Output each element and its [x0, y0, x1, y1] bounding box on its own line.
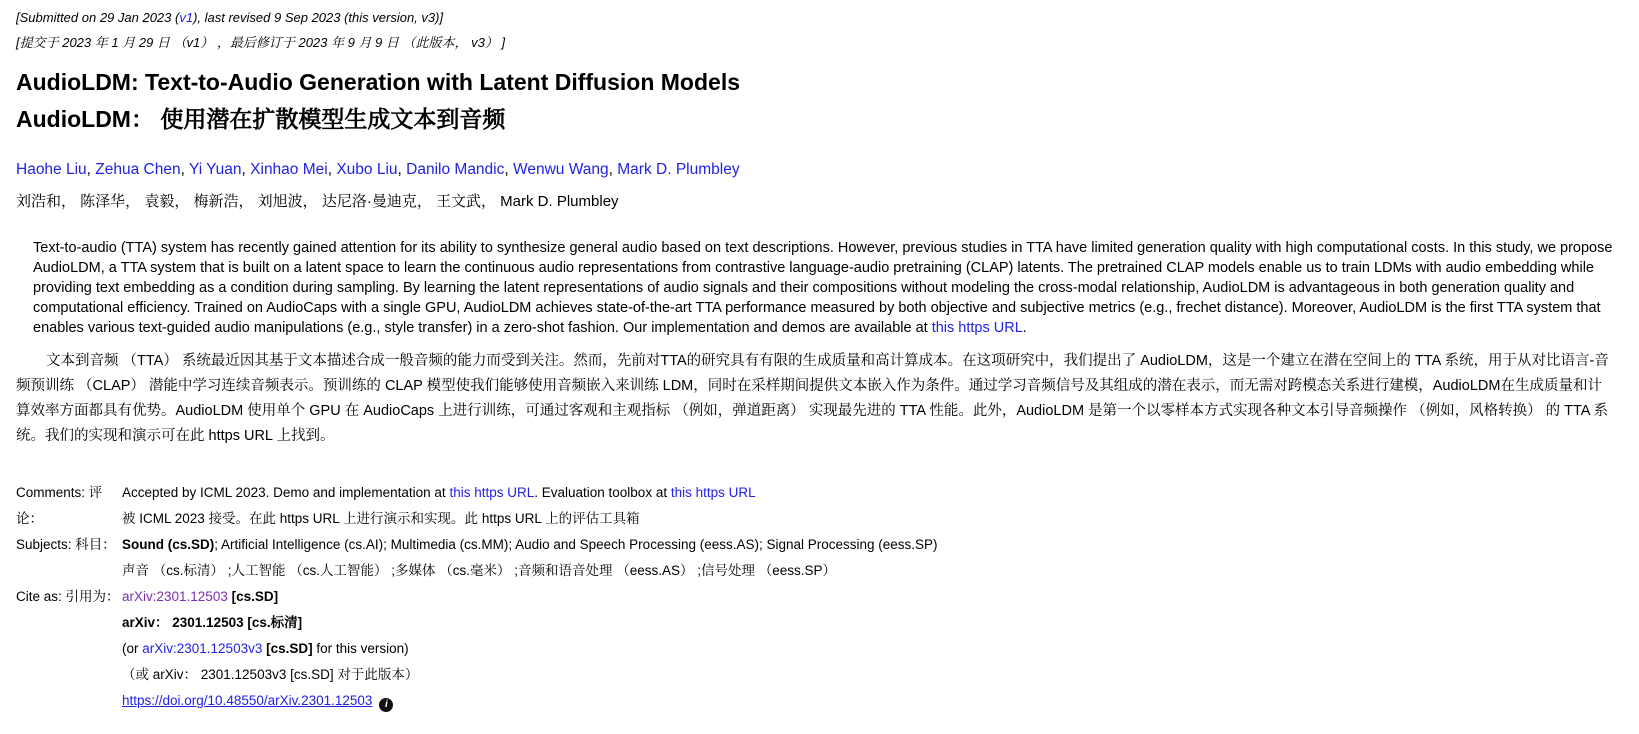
paper-title-en: AudioLDM: Text-to-Audio Generation with Latent Diffusion Models [16, 69, 741, 95]
comments-line-zh: 被 ICML 2023 接受。在此 https URL 上进行演示和实现。此 https URL 上的评估工具箱 [122, 511, 640, 526]
version-v1-link[interactable]: v1 [179, 10, 194, 25]
comments-row [16, 480, 1623, 532]
subjects-label: Subjects: 科目： [16, 537, 116, 552]
author-link[interactable]: Zehua Chen [95, 161, 181, 178]
cite-as-row [16, 584, 1623, 714]
subjects-value [122, 532, 1623, 584]
comments-line-en [122, 480, 1623, 506]
comments-toolbox-link[interactable]: this https URL [670, 485, 756, 500]
comments-text-2: . Evaluation toolbox at [534, 485, 671, 500]
comments-text-1: Accepted by ICML 2023. Demo and implementation at [122, 485, 450, 500]
info-icon[interactable]: i [379, 698, 393, 712]
author-list-zh: 刘浩和， 陈泽华， 袁毅， 梅新浩， 刘旭波， 达尼洛·曼迪克， 王文武， Mark D. Plumbley [16, 193, 619, 210]
cite-arxiv-line [122, 584, 1623, 610]
submission-history-zh: [提交于 2023 年 1 月 29 日 （v1） ，最后修订于 2023 年 9 月 9 日 （此版本， v3） ] [16, 35, 506, 50]
author-link[interactable]: Wenwu Wang [513, 161, 609, 178]
cite-as-value [122, 584, 1623, 714]
cite-version-tag: [cs.SD] [262, 641, 313, 656]
metadata-table [16, 480, 1623, 714]
author-link[interactable]: Danilo Mandic [406, 161, 505, 178]
author-link[interactable]: Haohe Liu [16, 161, 87, 178]
cite-version-link[interactable]: arXiv:2301.12503v3 [142, 641, 263, 656]
author-link[interactable]: Mark D. Plumbley [617, 161, 740, 178]
cite-version-post: for this version) [312, 641, 409, 656]
author-list-en: Haohe Liu, Zehua Chen, Yi Yuan, Xinhao Mei, Xubo Liu, Danilo Mandic, Wenwu Wang, Mark D. Plumbley [16, 161, 740, 178]
abstract-demo-link[interactable]: this https URL [931, 320, 1023, 336]
cite-version-pre: (or [122, 641, 143, 656]
cite-doi-line [122, 688, 1623, 714]
subjects-row [16, 532, 1623, 584]
subjects-rest: ; Artificial Intelligence (cs.AI); Multimedia (cs.MM); Audio and Speech Processing (eess.AS); Signal Processing (eess.SP) [214, 537, 938, 552]
paper-title-zh: AudioLDM： 使用潜在扩散模型生成文本到音频 [16, 106, 506, 132]
cite-arxiv-link[interactable]: arXiv:2301.12503 [122, 589, 228, 604]
comments-value [122, 480, 1623, 532]
subjects-primary: Sound (cs.SD) [122, 537, 215, 552]
cite-version-line [122, 636, 1623, 662]
doi-link[interactable]: https://doi.org/10.48550/arXiv.2301.12503 [122, 693, 373, 708]
subjects-line-en [122, 532, 1623, 558]
cite-version-line-zh: （或 arXiv： 2301.12503v3 [cs.SD] 对于此版本） [122, 667, 419, 682]
abstract-zh: 文本到音频 （TTA） 系统最近因其基于文本描述合成一般音频的能力而受到关注。然而，先前对TTA的研究具有有限的生成质量和高计算成本。在这项研究中，我们提出了 AudioLDM，这是一个建立在潜在空间上的 TTA 系统，用于从对比语言-音频预训练 （CLAP） 潜能中学习连续音频表示。预训练的 CLAP 模型使我们能够使用音频嵌入来训练 LDM，同时在采样期间提供文本嵌入作为条件。通过学习音频信号及其组成的潜在表示，而无需对跨模态关系进行建模，AudioLDM在生成质量和计算效率方面都具有优势。AudioLDM 使用单个 GPU 在 AudioCaps 上进行训练，可通过客观和主观指标 （例如，弹道距离） 实现最先进的 TTA 性能。此外，AudioLDM 是第一个以零样本方式实现各种文本引导音频操作 （例如，风格转换） 的 TTA 系统。我们的实现和演示可在此 https URL 上找到。 [16, 353, 1609, 444]
comments-demo-link[interactable]: this https URL [449, 485, 535, 500]
cite-arxiv-tag: [cs.SD] [227, 589, 279, 604]
abstract-en [33, 238, 1613, 338]
author-link[interactable]: Xubo Liu [336, 161, 398, 178]
subjects-line-zh: 声音 （cs.标清） ;人工智能 （cs.人工智能） ;多媒体 （cs.毫米） ;音频和语音处理 （eess.AS） ;信号处理 （eess.SP） [122, 563, 837, 578]
cite-as-label: Cite as: 引用为： [16, 589, 120, 604]
abstract-en-period: . [1022, 320, 1027, 336]
submission-history-text-end: ), last revised 9 Sep 2023 (this version, v3)] [193, 10, 444, 25]
submission-history-en [16, 10, 1623, 26]
submission-history-text: [Submitted on 29 Jan 2023 ( [16, 10, 180, 25]
author-link[interactable]: Yi Yuan [188, 161, 242, 178]
author-link[interactable]: Xinhao Mei [250, 161, 328, 178]
cite-arxiv-line-zh: arXiv： 2301.12503 [cs.标清] [122, 615, 303, 630]
abstract-en-text: Text-to-audio (TTA) system has recently gained attention for its ability to synthesize general audio based on text descriptions. However, previous studies in TTA have limited generation quality with high computational costs. In this study, we propose AudioLDM, a TTA system that is built on a latent space to learn the continuous audio representations from contrastive language-audio pretraining (CLAP) latents. The pretrained CLAP models enable us to train LDMs with audio embedding while providing text embedding as a condition during sampling. By learning the latent representations of audio signals and their compositions without modeling the cross-modal relationship, AudioLDM is advantageous in both generation quality and computational efficiency. Trained on AudioCaps with a single GPU, AudioLDM achieves state-of-the-art TTA performance measured by both objective and subjective metrics (e.g., frechet distance). Moreover, AudioLDM is the first TTA system that enables various text-guided audio manipulations (e.g., style transfer) in a zero-shot fashion. Our implementation and demos are available at [33, 240, 1613, 336]
comments-label: Comments: 评论： [16, 485, 103, 526]
